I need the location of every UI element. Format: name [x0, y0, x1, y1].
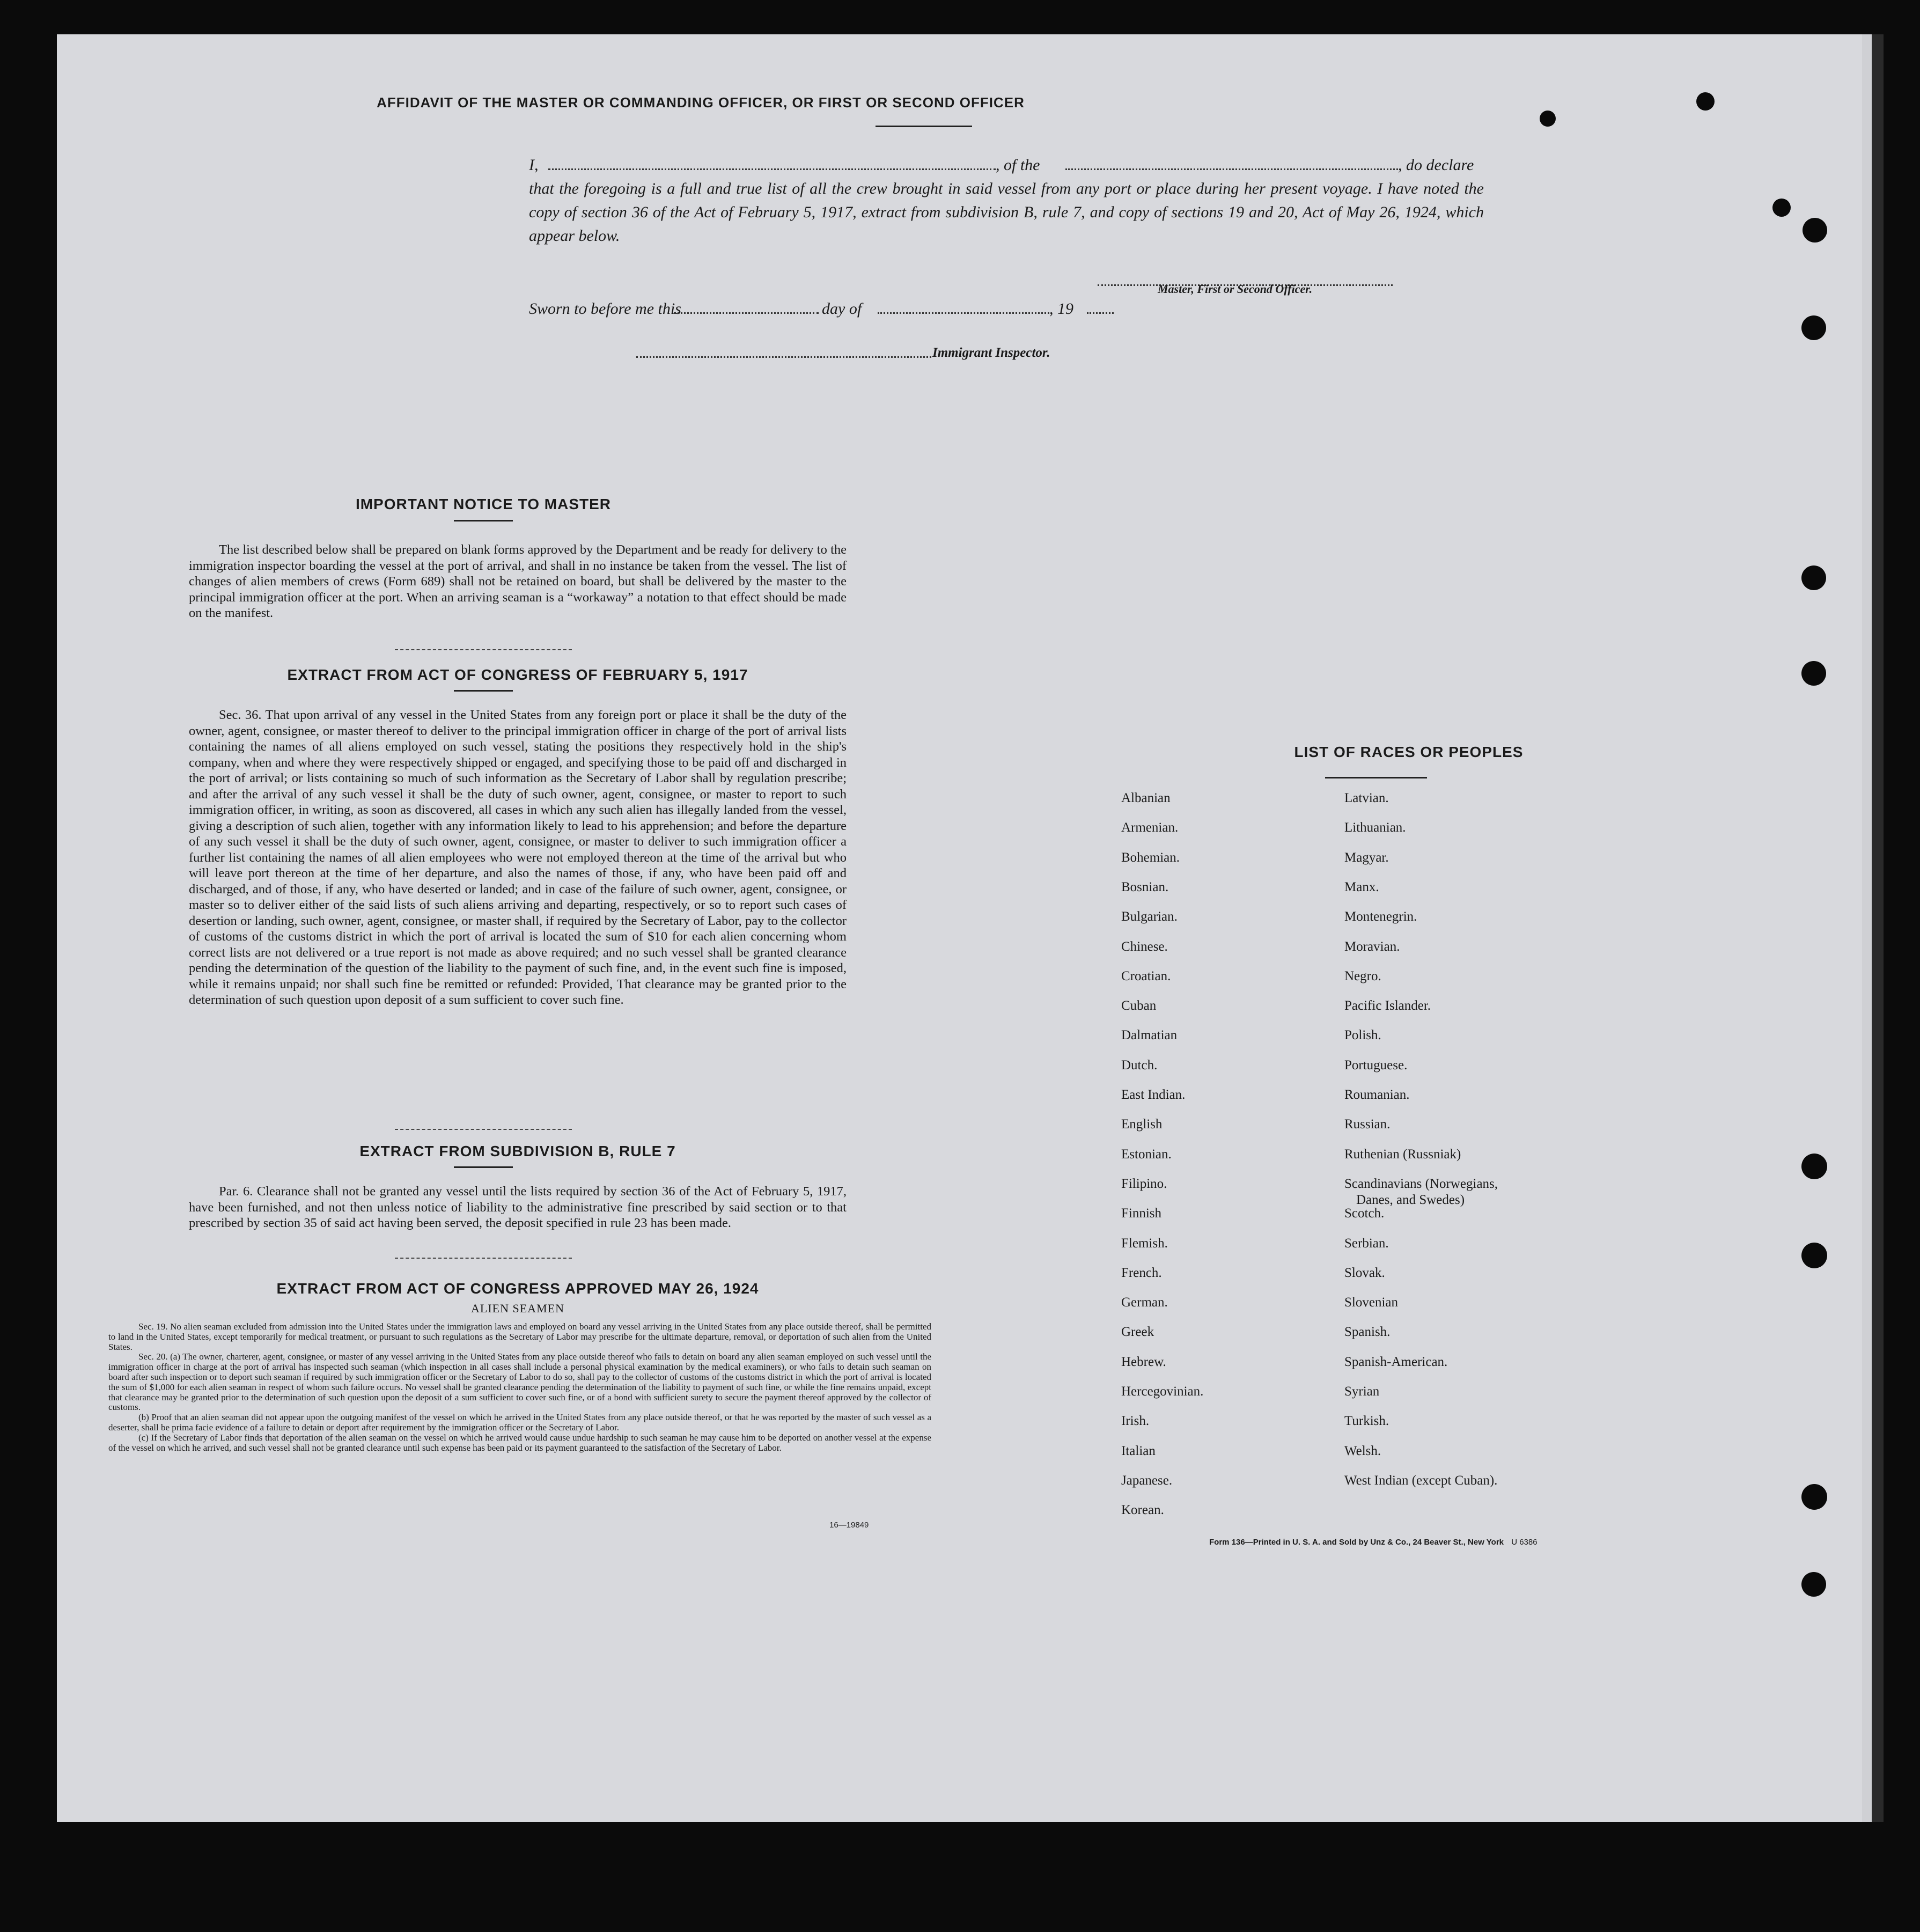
race-item: Dalmatian — [1121, 1028, 1178, 1043]
race-item: Slovenian — [1344, 1295, 1398, 1310]
race-item: Irish. — [1121, 1414, 1150, 1429]
races-underline — [1325, 777, 1427, 778]
extract-1924-title: EXTRACT FROM ACT OF CONGRESS APPROVED MAY 26, 1924 — [276, 1280, 759, 1297]
punch-hole — [1801, 661, 1826, 686]
punch-mark — [1696, 92, 1715, 111]
race-item: Pacific Islander. — [1344, 998, 1431, 1013]
race-item: Polish. — [1344, 1028, 1381, 1043]
race-item: Spanish. — [1344, 1325, 1391, 1340]
race-item: Japanese. — [1121, 1473, 1173, 1488]
race-item: Chinese. — [1121, 939, 1168, 954]
master-signature-label: Master, First or Second Officer. — [1158, 282, 1313, 296]
extract-1917-title: EXTRACT FROM ACT OF CONGRESS OF FEBRUARY 5, 1917 — [287, 666, 748, 683]
punch-mark — [1540, 111, 1556, 127]
race-item: Montenegrin. — [1344, 909, 1417, 924]
race-item: Syrian — [1344, 1384, 1380, 1399]
race-item: West Indian (except Cuban). — [1344, 1473, 1498, 1488]
page-edge — [1862, 34, 1872, 1822]
affidavit-declare-line — [529, 153, 1484, 177]
race-item: Ruthenian (Russniak) — [1344, 1147, 1461, 1162]
form-print-code: U 6386 — [1511, 1538, 1538, 1547]
sec-20c-paragraph: (c) If the Secretary of Labor finds that deportation of the alien seaman on the vessel on which he arrived would cause undue hardship to such seaman he may cause him to be deported on another vessel at the expense of the vessel on which he arrived, and such vessel shall not be granted clearance until such expense has been paid or its payment guaranteed to the satisfaction of the Secretary of Labor. — [108, 1432, 931, 1453]
extract-1924-body — [108, 1322, 931, 1453]
alien-seamen-subtitle: ALIEN SEAMEN — [471, 1302, 564, 1315]
race-item: Flemish. — [1121, 1236, 1168, 1251]
punch-hole — [1772, 199, 1791, 217]
race-item: Danes, and Swedes) — [1356, 1192, 1465, 1207]
notice-underline — [454, 520, 513, 521]
extract-1917-paragraph: Sec. 36. That upon arrival of any vessel in the United States from any foreign port or place it shall be the duty of the owner, agent, consignee, or master thereof to deliver to the principal immigration officer in charge of the port of arrival lists containing the names of all aliens employed on such vessel, stating the positions they respectively hold in the ship's company, when and where they were respectively shipped or engaged, and specifying those to be paid off and discharged in the port of arrival; or lists containing so much of such information as the Secretary of Labor shall by regulation prescribe; and after the arrival of any such vessel it shall be the duty of such owner, agent, consignee, or master to report to such immigration officer, in writing, as soon as discovered, all cases in which any such alien has illegally landed from the vessel, giving a description of such alien, together with any information likely to lead to his apprehension; and before the departure of any such vessel it shall be the duty of such owner, agent, consignee, or master to deliver to such immigration officer a further list containing the names of all alien employees who were not employed thereon at the time of the arrival but who will leave port thereon at the time of her departure, and also the names of those, if any, who have been paid off and discharged, and of those, if any, who have deserted or landed; and in case of the failure of such owner, agent, consignee, or master so to deliver either of the said lists of such aliens arriving and departing, respectively, or so to report such cases of desertion or landing, such owner, agent, consignee, or master shall, if required by the Secretary of Labor, pay to the collector of customs of the customs district in which the port of arrival is located the sum of $10 for each alien concerning whom correct lists are not delivered or a true report is not made as above required; and no such vessel shall be granted clearance pending the determination of the question of the liability to the payment of such fine, and, in the event such fine is imposed, while it remains unpaid; nor shall such fine be remitted or refunded: Provided, That clearance may be granted prior to the determination of such question upon deposit of a sum sufficient to cover such fine. — [189, 708, 847, 1007]
punch-hole — [1801, 1572, 1826, 1597]
sec-19-paragraph: Sec. 19. No alien seaman excluded from admission into the United States under the immigration laws and employed on board any vessel arriving in the United States from any place outside thereof, shall be permitted to land in the United States, except temporarily for medical treatment, or pursuant to such regulations as the Secretary of Labor may prescribe for the ultimate departure, removal, or deportation of such alien from the United States. — [108, 1321, 931, 1352]
race-item: Portuguese. — [1344, 1057, 1408, 1072]
race-item: Albanian — [1121, 791, 1171, 805]
race-item: Bosnian. — [1121, 879, 1169, 894]
races-title: LIST OF RACES OR PEOPLES — [1294, 744, 1524, 760]
race-item: Moravian. — [1344, 939, 1400, 954]
race-item: Cuban — [1121, 998, 1157, 1013]
race-item: Scandinavians (Norwegians, — [1344, 1176, 1498, 1191]
sworn-month-blank[interactable] — [878, 300, 1049, 314]
race-item: Hebrew. — [1121, 1354, 1166, 1369]
race-item: Negro. — [1344, 968, 1381, 983]
race-item: Korean. — [1121, 1503, 1164, 1518]
extract-1917-underline — [454, 690, 513, 692]
race-item: Russian. — [1344, 1117, 1391, 1132]
sworn-day-blank[interactable] — [674, 300, 819, 314]
race-item: Italian — [1121, 1443, 1156, 1458]
name-blank[interactable] — [548, 157, 996, 170]
race-item: Lithuanian. — [1344, 820, 1406, 835]
punch-hole — [1803, 218, 1827, 243]
punch-hole — [1801, 565, 1826, 590]
race-item: Welsh. — [1344, 1443, 1381, 1458]
sworn-text-2: day of — [822, 300, 862, 318]
race-item: Armenian. — [1121, 820, 1179, 835]
race-item: Bulgarian. — [1121, 909, 1178, 924]
affidavit-do-declare: , do declare — [1398, 156, 1474, 174]
punch-hole — [1801, 1243, 1827, 1268]
inspector-signature-blank[interactable] — [636, 344, 931, 358]
race-item: Bohemian. — [1121, 850, 1180, 865]
document-page — [57, 34, 1862, 1822]
race-item: Magyar. — [1344, 850, 1389, 865]
notice-title: IMPORTANT NOTICE TO MASTER — [355, 496, 612, 512]
race-item: Estonian. — [1121, 1147, 1172, 1162]
sworn-text-1: Sworn to before me this — [529, 300, 681, 318]
form-print-note-text: Form 136—Printed in U. S. A. and Sold by Unz & Co., 24 Beaver St., New York — [1209, 1538, 1504, 1547]
page-edge-shadow — [1872, 34, 1884, 1822]
race-item: Hercegovinian. — [1121, 1384, 1204, 1399]
race-item: Roumanian. — [1344, 1088, 1410, 1102]
punch-hole — [1801, 1154, 1827, 1179]
divider-2 — [395, 1129, 572, 1130]
vessel-blank[interactable] — [1065, 157, 1398, 170]
race-item: Serbian. — [1344, 1236, 1389, 1251]
race-item: French. — [1121, 1265, 1162, 1280]
sec-20b-paragraph: (b) Proof that an alien seaman did not appear upon the outgoing manifest of the vessel on which he arrived in the United States from any place outside thereof, or that he was reported by the master of such vessel as a deserter, shall be prima facie evidence of a failure to detain or deport after requirement by the immigration officer or the Secretary of Labor. — [108, 1412, 931, 1433]
race-item: Spanish-American. — [1344, 1354, 1448, 1369]
race-item: Finnish — [1121, 1206, 1162, 1221]
divider-1 — [395, 649, 572, 650]
race-item: Dutch. — [1121, 1057, 1158, 1072]
sec-20a-paragraph: Sec. 20. (a) The owner, charterer, agent, consignee, or master of any vessel arriving in the United States from any place outside thereof who fails to detain on board any alien seaman employed on such vessel until the immigration officer in charge at the port of arrival has inspected such seaman (which inspection in all cases shall include a personal physical examination by the medical examiners), or who fails to detain such seaman on board after such inspection or to deport such seaman if required by such immigration officer or the Secretary of Labor to do so, shall pay to the collector of customs of the customs district in which the port of arrival is located the sum of $1,000 for each alien seaman in respect of whom such failure occurs. No vessel shall be granted clearance pending the determination of the liability to payment of such fine, or while the fine remains unpaid, except that clearance may be granted prior to the determination of such question upon the deposit of a sum sufficient to cover such fine, or of a bond with sufficient surety to secure the payment thereof approved by the collector of customs. — [108, 1351, 931, 1413]
affidavit-of-the: , of the — [996, 156, 1040, 174]
sworn-year-blank[interactable] — [1087, 300, 1114, 314]
race-item: Slovak. — [1344, 1265, 1385, 1280]
notice-body — [189, 542, 847, 621]
extract-1917-body — [189, 707, 847, 1008]
extract-rule7-body — [189, 1184, 847, 1231]
affidavit-title: AFFIDAVIT OF THE MASTER OR COMMANDING OFFICER, OR FIRST OR SECOND OFFICER — [377, 94, 1025, 111]
divider-3 — [395, 1258, 572, 1259]
notice-paragraph: The list described below shall be prepared on blank forms approved by the Department and be ready for delivery to the immigration inspector boarding the vessel at the port of arrival, and shall in no instance be taken from the vessel. The list of changes of alien members of crews (Form 689) shall not be retained on board, but shall be delivered by the master to the principal immigration officer at the port. When an arriving seaman is a “workaway” a notation to that effect should be made on the manifest. — [189, 542, 847, 620]
extract-rule7-underline — [454, 1166, 513, 1168]
affidavit-body: that the foregoing is a full and true list of all the crew brought in said vessel from any port or place during her present voyage. I have noted the copy of section 36 of the Act of February 5, 1917, extract from subdivision B, rule 7, and copy of sections 19 and 20, Act of May 26, 1924, which appear below. — [529, 180, 1484, 245]
form-code-left: 16—19849 — [829, 1520, 869, 1530]
race-item: Greek — [1121, 1325, 1154, 1340]
race-item: East Indian. — [1121, 1088, 1186, 1102]
inspector-label: Immigrant Inspector. — [932, 346, 1050, 360]
punch-hole — [1801, 315, 1826, 340]
race-item: Latvian. — [1344, 791, 1389, 805]
affidavit-i: I, — [529, 156, 539, 174]
race-item: Turkish. — [1344, 1414, 1389, 1429]
race-item: Filipino. — [1121, 1176, 1167, 1191]
punch-hole — [1801, 1484, 1827, 1510]
form-print-note — [1209, 1538, 1538, 1547]
extract-rule7-paragraph: Par. 6. Clearance shall not be granted any vessel until the lists required by section 36 of the Act of February 5, 1917, have been furnished, and not then unless notice of liability to the administrative fine prescribed by said section or to that prescribed by section 35 of said act having been served, the deposit specified in rule 23 has been made. — [189, 1184, 847, 1230]
race-item: Manx. — [1344, 879, 1379, 894]
title-underline — [876, 126, 972, 127]
sworn-text-3: , 19 — [1049, 300, 1073, 318]
race-item: English — [1121, 1117, 1163, 1132]
sworn-line — [529, 297, 1173, 321]
race-item: Scotch. — [1344, 1206, 1385, 1221]
race-item: German. — [1121, 1295, 1168, 1310]
extract-rule7-title: EXTRACT FROM SUBDIVISION B, RULE 7 — [359, 1143, 676, 1159]
race-item: Croatian. — [1121, 968, 1171, 983]
